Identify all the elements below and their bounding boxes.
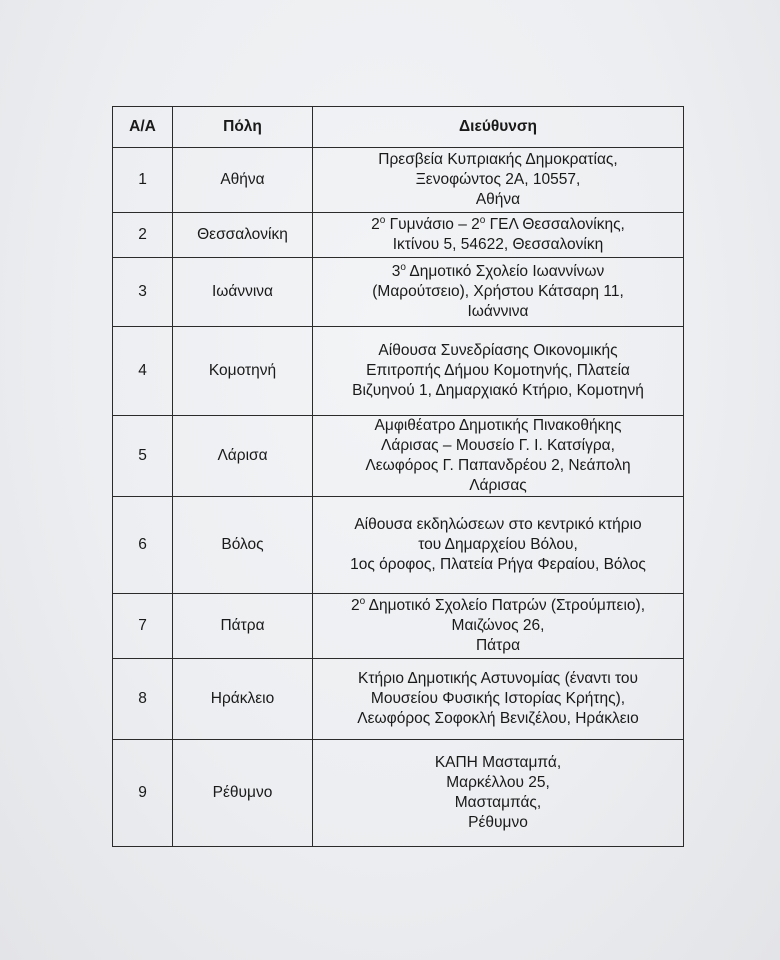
row-address	[313, 213, 684, 258]
address-line: Λεωφόρος Γ. Παπανδρέου 2, Νεάπολη	[365, 457, 631, 474]
locations-table	[112, 106, 684, 847]
row-city: Ιωάννινα	[173, 258, 313, 327]
table-row	[113, 213, 684, 258]
header-city: Πόλη	[173, 107, 313, 148]
address-line: Ρέθυμνο	[468, 814, 528, 831]
address-line: Πάτρα	[475, 637, 521, 654]
table-row	[113, 327, 684, 416]
row-address	[313, 497, 684, 594]
row-address	[313, 148, 684, 213]
row-city: Αθήνα	[173, 148, 313, 213]
row-city: Ηράκλειο	[173, 659, 313, 740]
row-number: 4	[113, 327, 173, 416]
row-number: 2	[113, 213, 173, 258]
address-line: Αίθουσα Συνεδρίασης Οικονομικής	[378, 342, 618, 359]
address-line: Μουσείου Φυσικής Ιστορίας Κρήτης),	[370, 690, 626, 707]
address-line: Αίθουσα εκδηλώσεων στο κεντρικό κτήριο	[354, 516, 642, 533]
table-row	[113, 740, 684, 847]
address-line: 1ος όροφος, Πλατεία Ρήγα Φεραίου, Βόλος	[350, 556, 646, 573]
address-line: Ικτίνου 5, 54622, Θεσσαλονίκη	[392, 236, 604, 253]
row-number: 6	[113, 497, 173, 594]
address-line: Ξενοφώντος 2Α, 10557,	[415, 171, 581, 188]
address-line: Μαιζώνος 26,	[451, 617, 545, 634]
address-line: Λάρισας	[469, 477, 527, 494]
address-line: $3^o$ Δημοτικό Σχολείο Ιωαννίνων	[391, 261, 605, 280]
row-address	[313, 327, 684, 416]
address-line: $2^o$ Δημοτικό Σχολείο Πατρών (Στρούμπειο),	[350, 595, 645, 614]
table-header-row	[113, 107, 684, 148]
address-line: Αθήνα	[475, 191, 521, 208]
address-line: Μαρκέλλου 25,	[446, 774, 550, 791]
row-address	[313, 740, 684, 847]
table-row	[113, 258, 684, 327]
address-line: $2^o$ Γυμνάσιο – $2^o$ ΓΕΛ Θεσσαλονίκης,	[371, 214, 625, 233]
row-number: 7	[113, 594, 173, 659]
table-row	[113, 148, 684, 213]
row-address	[313, 594, 684, 659]
row-address	[313, 258, 684, 327]
table-row	[113, 416, 684, 497]
header-aa: Α/Α	[113, 107, 173, 148]
row-number: 3	[113, 258, 173, 327]
row-city: Κομοτηνή	[173, 327, 313, 416]
row-number: 5	[113, 416, 173, 497]
row-number: 8	[113, 659, 173, 740]
row-address	[313, 659, 684, 740]
address-line: ΚΑΠΗ Μασταμπά,	[434, 754, 562, 771]
row-address	[313, 416, 684, 497]
address-line: του Δημαρχείου Βόλου,	[418, 536, 578, 553]
address-line: Λεωφόρος Σοφοκλή Βενιζέλου, Ηράκλειο	[357, 710, 639, 727]
row-city: Πάτρα	[173, 594, 313, 659]
address-line: Επιτροπής Δήμου Κομοτηνής, Πλατεία	[366, 362, 630, 379]
address-line: Βιζυηνού 1, Δημαρχιακό Κτήριο, Κομοτηνή	[352, 382, 644, 399]
table-row	[113, 594, 684, 659]
address-line: Πρεσβεία Κυπριακής Δημοκρατίας,	[378, 151, 618, 168]
table-row	[113, 659, 684, 740]
address-line: (Μαρούτσειο), Χρήστου Κάτσαρη 11,	[372, 283, 624, 300]
address-line: Κτήριο Δημοτικής Αστυνομίας (έναντι του	[358, 670, 638, 687]
table-row	[113, 497, 684, 594]
address-line: Μασταμπάς,	[454, 794, 542, 811]
address-line: Αμφιθέατρο Δημοτικής Πινακοθήκης	[374, 417, 622, 434]
row-city: Λάρισα	[173, 416, 313, 497]
row-city: Θεσσαλονίκη	[173, 213, 313, 258]
row-number: 1	[113, 148, 173, 213]
row-city: Ρέθυμνο	[173, 740, 313, 847]
row-city: Βόλος	[173, 497, 313, 594]
row-number: 9	[113, 740, 173, 847]
address-line: Ιωάννινα	[467, 303, 529, 320]
header-address: Διεύθυνση	[313, 107, 684, 148]
address-line: Λάρισας – Μουσείο Γ. Ι. Κατσίγρα,	[381, 437, 615, 454]
